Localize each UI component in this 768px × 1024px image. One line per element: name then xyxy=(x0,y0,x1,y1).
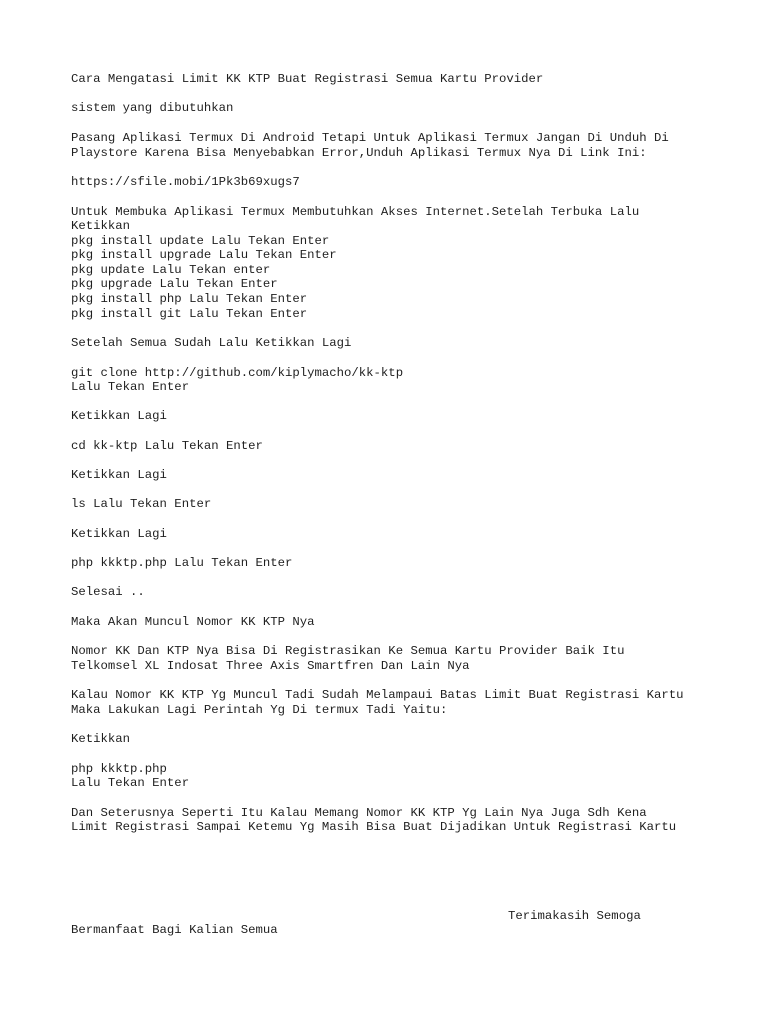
closing-text: Bermanfaat Bagi Kalian Semua xyxy=(71,923,278,937)
paragraph-text: Maka Lakukan Lagi Perintah Yg Di termux Tadi Yaitu: xyxy=(71,703,448,717)
command-line: cd kk-ktp Lalu Tekan Enter xyxy=(71,439,263,453)
internet-instruction-line: Untuk Membuka Aplikasi Termux Membutuhkan Akses Internet.Setelah Terbuka Lalu xyxy=(71,205,640,219)
install-instruction-line: Playstore Karena Bisa Menyebabkan Error,Unduh Aplikasi Termux Nya Di Link Ini: xyxy=(71,146,647,160)
command-line: php kkktp.php xyxy=(71,762,167,776)
paragraph-text: Maka Akan Muncul Nomor KK KTP Nya xyxy=(71,615,315,629)
paragraph-text: Selesai .. xyxy=(71,585,145,599)
paragraph-text: Lalu Tekan Enter xyxy=(71,776,190,790)
thanks-text: Terimakasih Semoga xyxy=(508,909,641,923)
install-instruction-line: Pasang Aplikasi Termux Di Android Tetapi Untuk Aplikasi Termux Jangan Di Unduh Di xyxy=(71,131,669,145)
paragraph-text: Ketikkan Lagi xyxy=(71,468,167,482)
command-line: pkg install update Lalu Tekan Enter xyxy=(71,234,330,248)
command-line: pkg install git Lalu Tekan Enter xyxy=(71,307,308,321)
paragraph-text: Kalau Nomor KK KTP Yg Muncul Tadi Sudah Melampaui Batas Limit Buat Registrasi Kartu xyxy=(71,688,684,702)
command-line: php kkktp.php Lalu Tekan Enter xyxy=(71,556,293,570)
command-line: pkg install upgrade Lalu Tekan Enter xyxy=(71,248,337,262)
command-line: pkg install php Lalu Tekan Enter xyxy=(71,292,308,306)
command-line: pkg upgrade Lalu Tekan Enter xyxy=(71,277,278,291)
paragraph-text: Telkomsel XL Indosat Three Axis Smartfren Dan Lain Nya xyxy=(71,659,470,673)
internet-instruction-line: Ketikkan xyxy=(71,219,131,233)
paragraph-text: Lalu Tekan Enter xyxy=(71,380,190,394)
command-line: pkg update Lalu Tekan enter xyxy=(71,263,271,277)
paragraph-text: Ketikkan Lagi xyxy=(71,527,167,541)
command-line: git clone http://github.com/kiplymacho/kk-ktp xyxy=(71,366,404,380)
paragraph-text: Limit Registrasi Sampai Ketemu Yg Masih Bisa Buat Dijadikan Untuk Registrasi Kartu xyxy=(71,820,677,834)
requirements-heading: sistem yang dibutuhkan xyxy=(71,101,234,115)
download-link: https://sfile.mobi/1Pk3b69xugs7 xyxy=(71,175,300,189)
command-line: ls Lalu Tekan Enter xyxy=(71,497,212,511)
paragraph-text: Dan Seterusnya Seperti Itu Kalau Memang Nomor KK KTP Yg Lain Nya Juga Sdh Kena xyxy=(71,806,647,820)
paragraph-text: Nomor KK Dan KTP Nya Bisa Di Registrasikan Ke Semua Kartu Provider Baik Itu xyxy=(71,644,625,658)
paragraph-text: Ketikkan Lagi xyxy=(71,409,167,423)
paragraph-text: Setelah Semua Sudah Lalu Ketikkan Lagi xyxy=(71,336,352,350)
paragraph-text: Ketikkan xyxy=(71,732,131,746)
document-title: Cara Mengatasi Limit KK KTP Buat Registrasi Semua Kartu Provider xyxy=(71,72,544,86)
